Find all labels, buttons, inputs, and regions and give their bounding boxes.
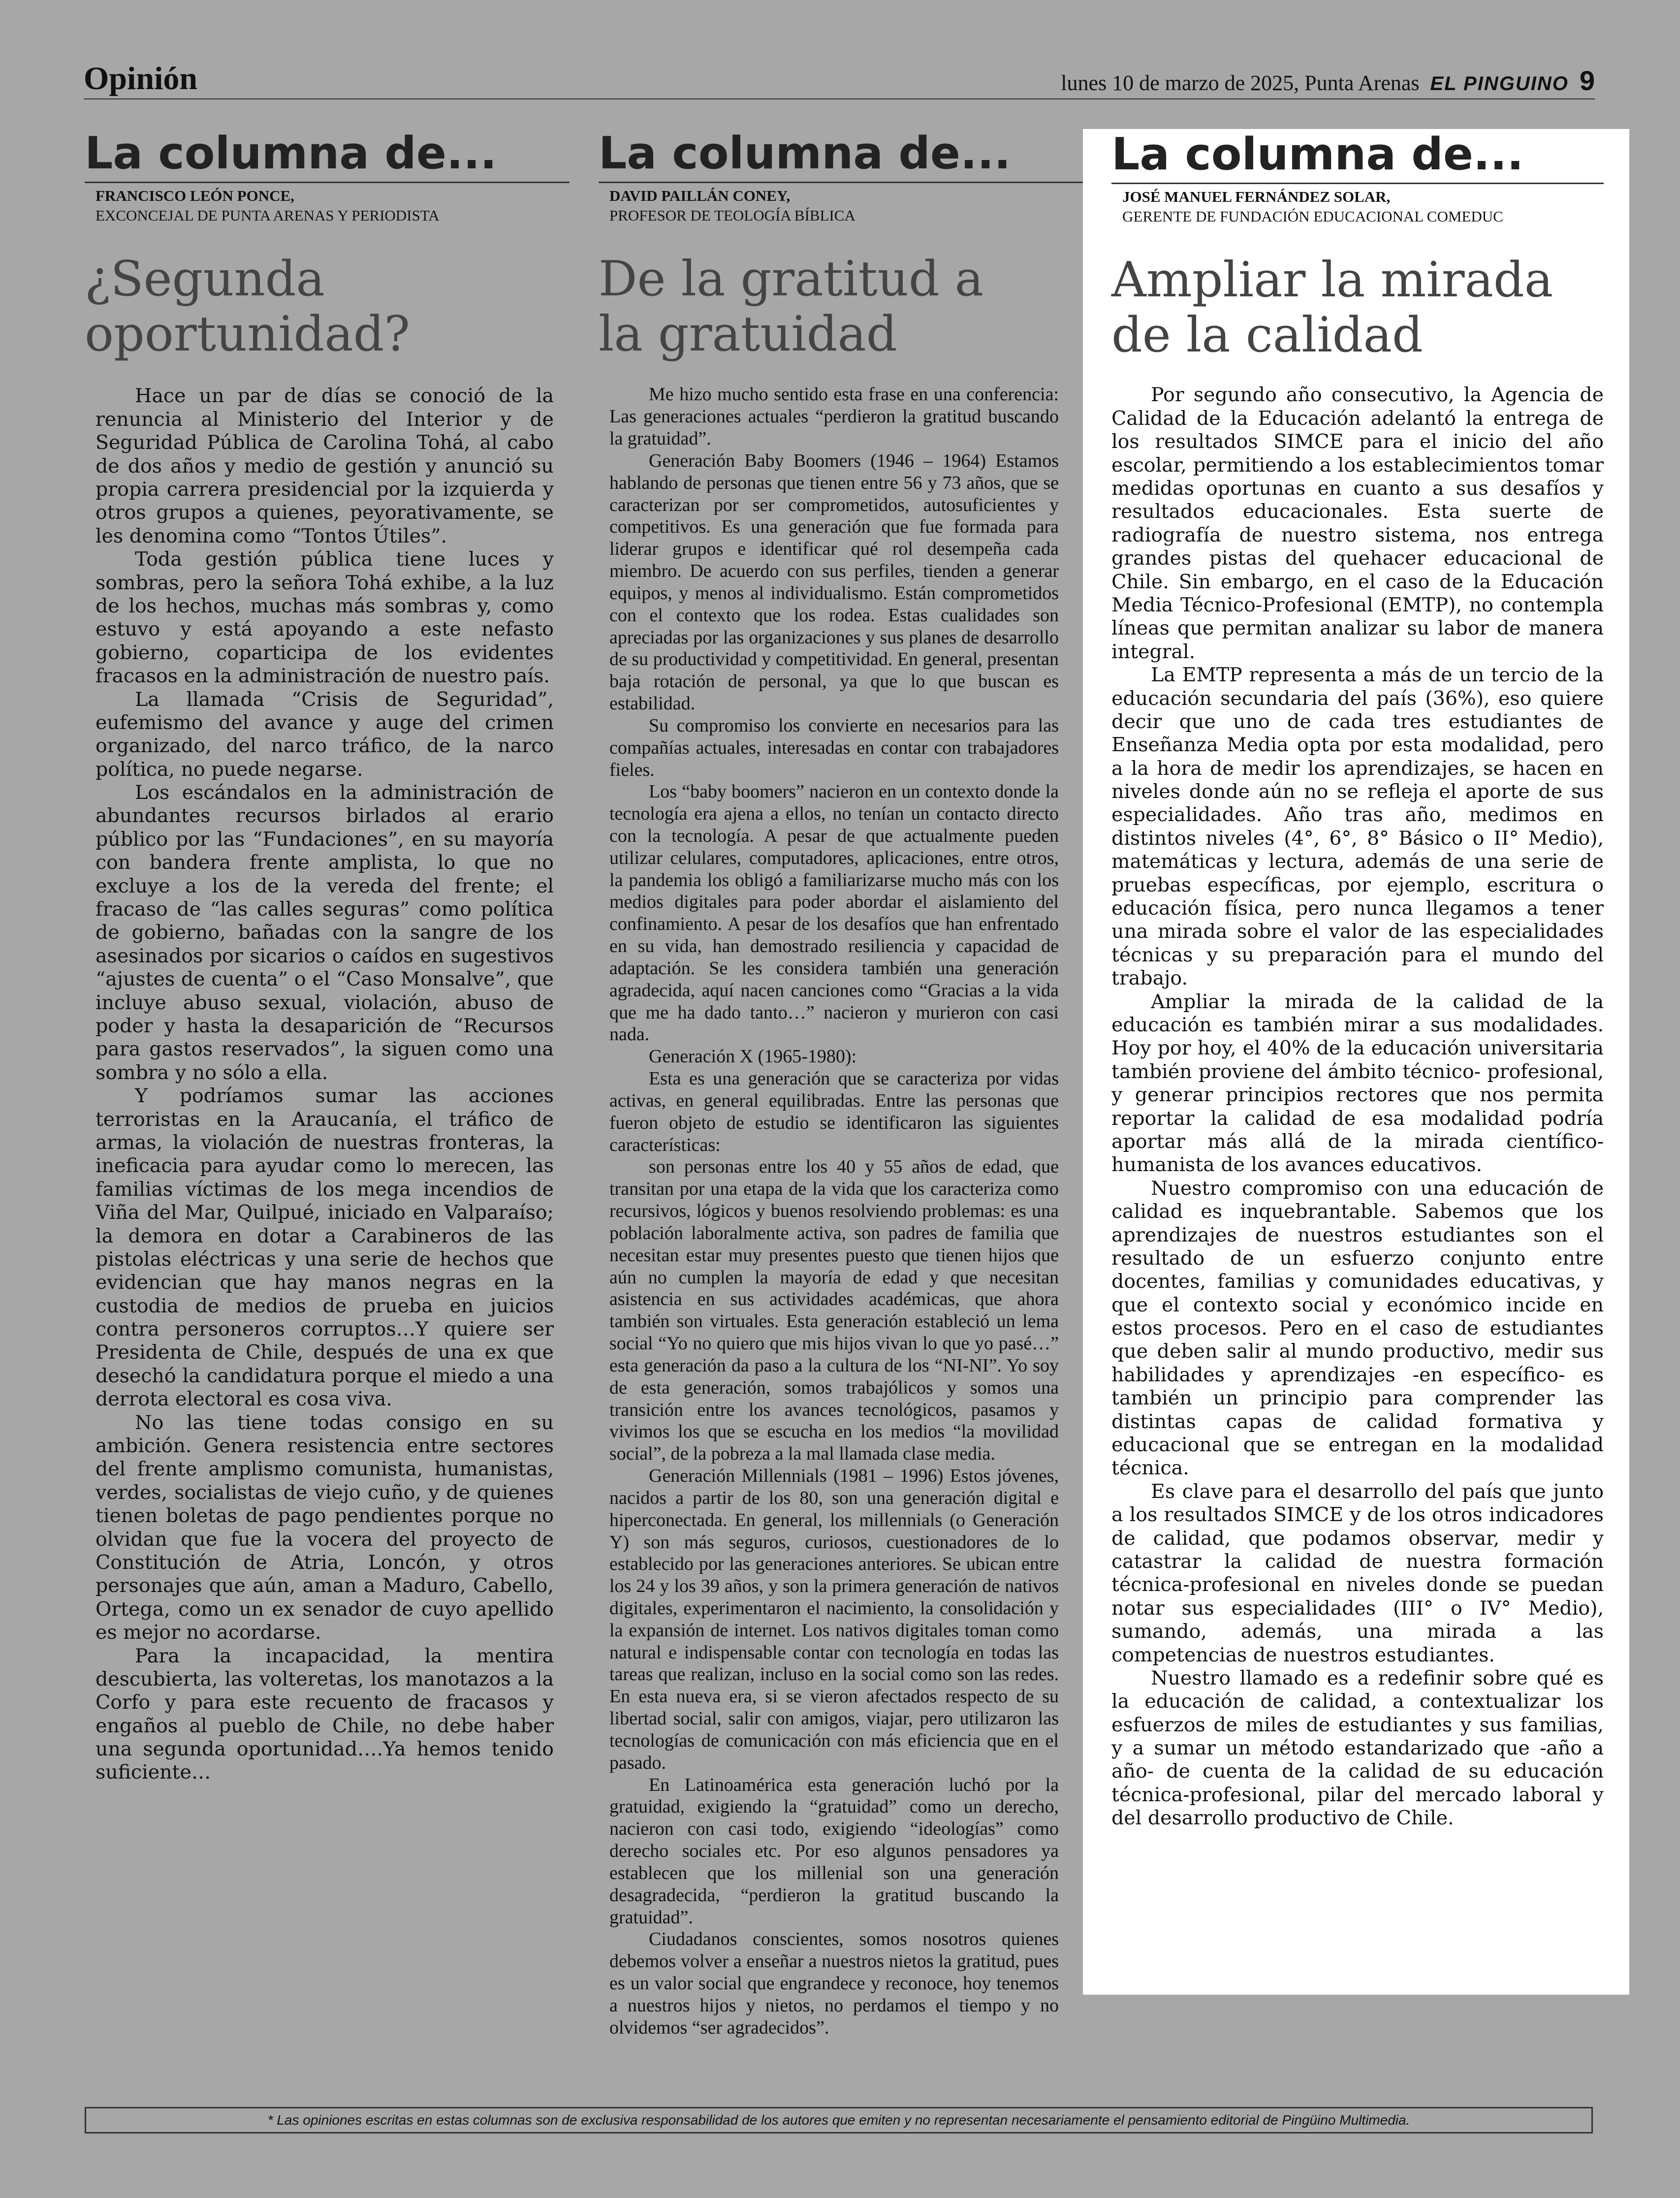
paragraph: Ampliar la mirada de la calidad de la educación es también mirar a sus modalidades. Hoy por hoy, el 40% de la educación universitaria también proviene del ámbito técnico- profesional, y generar principios rectores que nos permita reportar la calidad de esa modalidad podría aportar más allá de la mirada científico-humanista de los avances educativos. xyxy=(1111,990,1604,1177)
paragraph: Por segundo año consecutivo, la Agencia de Calidad de la Educación adelantó la entrega de los resultados SIMCE para el inicio del año escolar, permitiendo a los establecimientos tomar medidas oportunas en cuanto a sus desafíos y resultados educacionales. Esta suerte de radiografía de nuestro sistema, nos entrega grandes pistas del quehacer educacional de Chile. Sin embargo, en el caso de la Educación Media Técnico-Profesional (EMTP), no contempla líneas que permitan analizar su labor de manera integral. xyxy=(1111,383,1604,663)
paragraph: son personas entre los 40 y 55 años de edad, que transitan por una etapa de la vida que los caracteriza como recursivos, lógicos y buenos resolviendo problemas: es una población laboralmente activa, son padres de familia que necesitan estar muy presentes puesto que tienen hijos que aún no cumplen la mayoría de edad y que necesitan asistencia en sus actividades académicas, que ahora también son virtuales. Esta generación estableció un lema social “Yo no quiero que mis hijos vivan lo que yo pasé…” esta generación da paso a la cultura de los “NI-NI”. Yo soy de esta generación, somos trabajólicos y somos una transición entre los avances tecnológicos, pasamos y vivimos los que se escucha en los medios “la movilidad social”, de la pobreza a la mal llamada clase media. xyxy=(609,1156,1059,1465)
author-name: FRANCISCO LEÓN PONCE, xyxy=(95,187,294,204)
opinion-column-1 xyxy=(85,129,570,1784)
column-rule xyxy=(1111,183,1604,184)
article-body xyxy=(1111,383,1604,1830)
paragraph: Y podríamos sumar las acciones terroristas en la Araucanía, el tráfico de armas, la violación de nuestras fronteras, la ineficacia para ayudar como lo merecen, las familias víctimas de los mega incendios de Viña del Mar, Quilpué, iniciado en Valparaíso; la demora en dotar a Carabineros de las pistolas eléctricas y una serie de hechos que evidencian que hay manos negras en la custodia de medios de prueba en juicios contra personeros corruptos…Y quiere ser Presidenta de Chile, después de una ex que desechó la candidatura porque el miedo a una derrota electoral es cosa viva. xyxy=(95,1084,554,1411)
paragraph: Nuestro compromiso con una educación de calidad es inquebrantable. Sabemos que los aprendizajes de nuestros estudiantes son el resultado de un esfuerzo conjunto entre docentes, familias y comunidades educativas, y que el contexto social y económico incide en estos procesos. Pero en el caso de estudiantes que deben salir al mundo productivo, medir sus habilidades y aprendizajes -en específico- es también un principio para comprender las distintas capas de calidad formativa y educacional que se entregan en la modalidad técnica. xyxy=(1111,1177,1604,1480)
author-role: EXCONCEJAL DE PUNTA ARENAS Y PERIODISTA xyxy=(95,207,440,224)
column-rule xyxy=(85,182,570,183)
opinion-column-2 xyxy=(599,129,1083,2039)
paragraph: Los escándalos en la administración de abundantes recursos birlados al erario público por las “Fundaciones”, en su mayoría con bandera frente amplista, lo que no excluye a los de la vereda del frente; el fracaso de “las calles seguras” como política de gobierno, bañadas con la sangre de los asesinados por sicarios o caídos en sugestivos “ajustes de cuenta” o el “Caso Monsalve”, que incluye abuso sexual, violación, abuso de poder y hasta la desaparición de “Recursos para gastos reservados”, la siguen como una sombra y no sólo a ella. xyxy=(95,781,554,1084)
publication-date: lunes 10 de marzo de 2025, Punta Arenas xyxy=(1061,71,1420,95)
page-header xyxy=(84,60,1595,99)
paragraph: Me hizo mucho sentido esta frase en una conferencia: Las generaciones actuales “perdieron la gratitud buscando la gratuidad”. xyxy=(609,384,1059,449)
article-headline: ¿Segunda oportunidad? xyxy=(85,251,410,362)
paragraph: La EMTP representa a más de un tercio de la educación secundaria del país (36%), eso quiere decir que uno de cada tres estudiantes de Enseñanza Media opta por esta modalidad, pero a la hora de medir los aprendizajes, se hacen en niveles donde aún no se refleja el aporte de sus especialidades. Año tras año, medimos en distintos niveles (4°, 6°, 8° Básico o II° Medio), matemáticas y lectura, además de una serie de pruebas específicas, por ejemplo, escritura o educación física, pero nunca llegamos a tener una mirada sobre el valor de las especialidades técnicas y su preparación para el mundo del trabajo. xyxy=(1111,664,1604,990)
author-name: DAVID PAILLÁN CONEY, xyxy=(609,187,791,204)
author-role: GERENTE DE FUNDACIÓN EDUCACIONAL COMEDUC xyxy=(1122,208,1503,225)
paragraph: La llamada “Crisis de Seguridad”, eufemismo del avance y auge del crimen organizado, del narco tráfico, de la narco política, no puede negarse. xyxy=(95,688,554,781)
author-name: JOSÉ MANUEL FERNÁNDEZ SOLAR, xyxy=(1122,188,1391,205)
paragraph: Es clave para el desarrollo del país que junto a los resultados SIMCE y de los otros indicadores de calidad, que podamos observar, medir y catastrar la calidad de nuestra formación técnica-profesional en niveles donde se puedan notar sus especialidades (III° o IV° Medio), sumando, además, una mirada a las competencias de nuestros estudiantes. xyxy=(1111,1480,1604,1666)
paragraph: Ciudadanos conscientes, somos nosotros quienes debemos volver a enseñar a nuestros nietos la gratitud, pues es un valor social que engrandece y reconoce, hoy tenemos a nuestros hijos y nietos, no perdamos el tiempo y no olvidemos “ser agradecidos”. xyxy=(609,1929,1059,2038)
newspaper-logo: EL PINGUINO xyxy=(1430,73,1569,95)
paragraph: Toda gestión pública tiene luces y sombras, pero la señora Tohá exhibe, a la luz de los hechos, muchas más sombras y, como estuvo y está apoyando a este nefasto gobierno, coparticipa de los evidentes fracasos en la administración de nuestro país. xyxy=(95,548,554,688)
column-rule xyxy=(599,182,1083,183)
author-role: PROFESOR DE TEOLOGÍA BÍBLICA xyxy=(609,207,856,224)
paragraph: No las tiene todas consigo en su ambición. Genera resistencia entre sectores del frente amplismo comunista, humanistas, verdes, socialistas de viejo cuño, y de quienes tienen boletas de pago pendientes porque no olvidan que fue la vocera del proyecto de Constitución de Atria, Loncón, y otros personajes que aún, aman a Maduro, Cabello, Ortega, como un ex senador de cuyo apellido es mejor no acordarse. xyxy=(95,1411,554,1644)
paragraph: Generación Millennials (1981 – 1996) Estos jóvenes, nacidos a partir de los 80, son una generación digital e hiperconectada. En general, los millennials (o Generación Y) son más seguros, curiosos, cuestionadores de lo establecido por las generaciones anteriores. Se ubican entre los 24 y los 39 años, y son la primera generación de nativos digitales, experimentaron el nacimiento, la consolidación y la expansión de internet. Los nativos digitales toman como natural e indispensable contar con tecnología en todas las tareas que realizan, incluso en la social como son las redes. En esta nueva era, si se vieron afectados respecto de su libertad social, salir con amigos, viajar, pero utilizaron las tecnologías de comunicación con más eficiencia que en el pasado. xyxy=(609,1465,1059,1773)
article-body xyxy=(95,384,554,1784)
column-kicker: La columna de... xyxy=(85,127,497,179)
paragraph: En Latinoamérica esta generación luchó por la gratuidad, exigiendo la “gratuidad” como un derecho, nacieron con casi todo, exigiendo “ideologías” como derecho sociales etc. Por eso algunos pensadores ya establecen que los millenial son una generación desagradecida, “perdieron la gratitud buscando la gratuidad”. xyxy=(609,1774,1059,1928)
paragraph: Su compromiso los convierte en necesarios para las compañías actuales, interesadas en contar con trabajadores fieles. xyxy=(609,715,1059,780)
paragraph: Para la incapacidad, la mentira descubierta, las volteretas, los manotazos a la Corfo y para este recuento de fracasos y engaños al pueblo de Chile, no debe haber una segunda oportunidad….Ya hemos tenido suficiente… xyxy=(95,1644,554,1784)
column-kicker: La columna de... xyxy=(599,127,1011,179)
article-headline: De la gratitud a la gratuidad xyxy=(599,251,984,362)
editorial-disclaimer: * Las opiniones escritas en estas columnas son de exclusiva responsabilidad de los autores que emiten y no representan necesariamente el pensamiento editorial de Pingüino Multimedia. xyxy=(85,2107,1593,2134)
paragraph: Esta es una generación que se caracteriza por vidas activas, en general equilibradas. Entre las personas que fueron objeto de estudio se identificaron las siguientes características: xyxy=(609,1068,1059,1155)
column-kicker: La columna de... xyxy=(1111,128,1524,180)
article-headline: Ampliar la mirada de la calidad xyxy=(1111,252,1553,363)
section-title: Opinión xyxy=(84,61,198,96)
column-content xyxy=(1111,129,1604,1830)
paragraph: Los “baby boomers” nacieron en un contexto donde la tecnología era ajena a ellos, no tenían un contacto directo con la tecnología. A pesar de que actualmente pueden utilizar celulares, computadores, aplicaciones, entre otros, la pandemia los obligó a familiarizarse mucho más con los medios digitales para poder abordar el aislamiento del confinamiento. A pesar de los desafíos que han enfrentado en su vida, han demostrado resiliencia y capacidad de adaptación. Se les considera también una generación agradecida, aquí nacen canciones como “Gracias a la vida que me ha dado tanto…” nacieron y murieron con casi nada. xyxy=(609,781,1059,1045)
page-number: 9 xyxy=(1579,65,1595,96)
paragraph: Hace un par de días se conoció de la renuncia al Ministerio del Interior y de Seguridad Pública de Carolina Tohá, al cabo de dos años y medio de gestión y anunció su propia carrera presidencial por la izquierda y otros grupos a quienes, peyorativamente, se les denomina como “Tontos Útiles”. xyxy=(95,384,554,547)
header-right xyxy=(1061,64,1595,96)
paragraph: Nuestro llamado es a redefinir sobre qué es la educación de calidad, a contextualizar los esfuerzos de miles de estudiantes y sus familias, y a sumar un método estandarizado que -año a año- de cuenta de la calidad de su educación técnica-profesional, pilar del mercado laboral y del desarrollo productivo de Chile. xyxy=(1111,1666,1604,1830)
opinion-column-3 xyxy=(1083,129,1629,1995)
paragraph: Generación Baby Boomers (1946 – 1964) Estamos hablando de personas que tienen entre 56 y 73 años, que se caracterizan por ser comprometidos, autosuficientes y competitivos. Es una generación que fue formada para liderar grupos e identificar qué rol desempeña cada miembro. De acuerdo con sus perfiles, tienden a generar equipos, y menos al individualismo. Están comprometidos con el contexto que los rodea. Estas cualidades son apreciadas por las organizaciones y sus planes de desarrollo de su productividad y competitividad. En general, presentan baja rotación de personal, ya que lo que buscan es estabilidad. xyxy=(609,450,1059,714)
article-body xyxy=(609,383,1059,2039)
paragraph: Generación X (1965-1980): xyxy=(649,1046,857,1067)
